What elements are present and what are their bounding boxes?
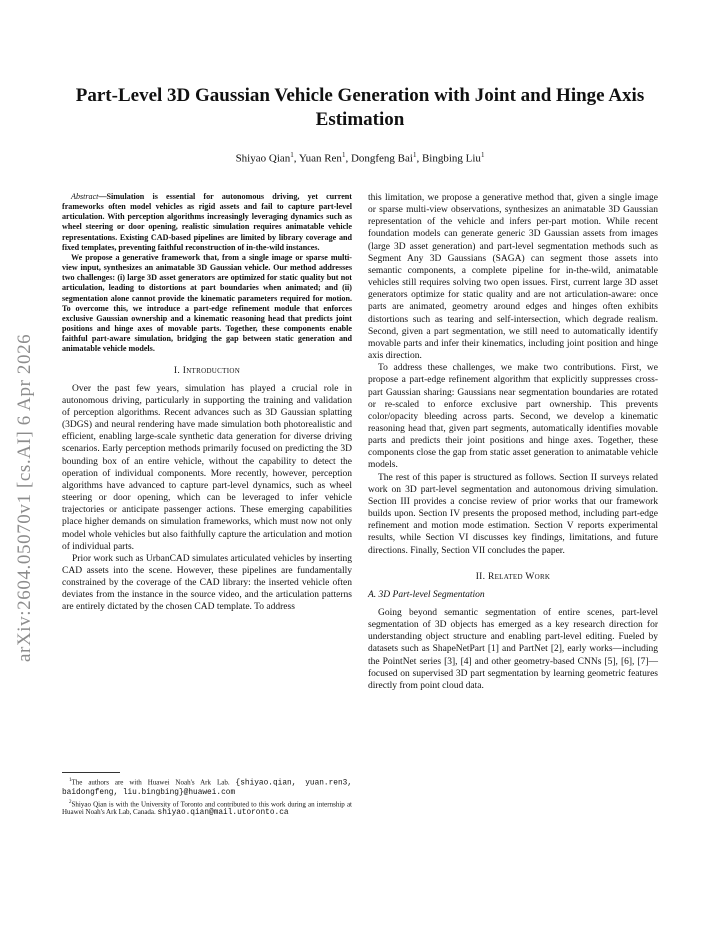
footnote-rule bbox=[62, 772, 120, 773]
author-list bbox=[60, 149, 660, 166]
abstract-text: Simulation is essential for autonomous driving, yet current frameworks often model vehicles as rigid assets and fail to capture part-level articulation. With perception algorithms increasingly leveraging dynamics such as wheel steering or door opening, realistic simulation requires animatable vehicle representations. Existing CAD-based pipelines are limited by library coverage and fixed templates, preventing faithful reconstruction of in-the-wild instances. bbox=[62, 192, 352, 252]
body-paragraph: To address these challenges, we make two contributions. First, we propose a part-edge refinement algorithm that explicitly suppresses cross-part Gaussian sharing: Gaussians near segmentation boundaries are rotated or re-scaled to enforce exclusive part ownership. This prevents color/opacity bleeding across parts. Second, we develop a kinematic reasoning head that, given part segments, automatically identifies movable parts and predicts their joint positions and hinge axes. Together, these components close the gap from static asset generation to animatable vehicle models. bbox=[368, 363, 658, 471]
paper-title: Part-Level 3D Gaussian Vehicle Generation with Joint and Hinge Axis Estimation bbox=[75, 85, 645, 130]
author-name: Yuan Ren bbox=[298, 152, 342, 165]
author-affiliation-mark: 1 bbox=[341, 151, 346, 159]
section-heading: II. Related Work bbox=[475, 571, 551, 582]
author-separator: , bbox=[416, 152, 422, 165]
right-column bbox=[368, 192, 658, 692]
footnote-email[interactable]: {shiyao.qian, yuan.ren3, baidongfeng, liu.bingbing}@huawei.com bbox=[62, 779, 353, 797]
body-paragraph: this limitation, we propose a generative method that, given a single image or sparse multi-view observations, synthesizes an animatable 3D Gaussian representation of the vehicle and infers per-part motion. While recent foundation models can generate generic 3D Gaussian assets from images (large 3D asset generation) and part-level segmentation methods such as Segment Any 3D Gaussians (SAGA) can segment those assets into semantic components, a complete pipeline for in-the-wild, animatable vehicles still requires solving two open issues. First, current large 3D asset generators optimize for static quality and are not articulation-aware: once parts are animated, geometry around edges and hinges often exhibits distortions such as tearing and self-intersection, which degrade realism. Second, given a part segmentation, we still need to automatically identify movable parts and infer their kinematics, including joint position and hinge axis direction. bbox=[368, 193, 658, 362]
author-affiliation-mark: 1 bbox=[480, 151, 485, 159]
author-affiliation-mark: 1 bbox=[412, 151, 417, 159]
footnote-mark: 1 bbox=[69, 778, 72, 783]
subsection-heading: A. 3D Part-level Segmentation bbox=[368, 589, 485, 600]
abstract-paragraph: We propose a generative framework that, from a single image or sparse multi-view input, synthesizes an animatable 3D Gaussian vehicle. Our method addresses two challenges: (i) large 3D asset generators are optimized for static quality but not articulation, leading to distortions at part boundaries when animated; and (ii) segmentation alone cannot provide the kinematic parameters required for motion. To overcome this, we introduce a part-edge refinement module that enforces exclusive Gaussian ownership and a kinematic reasoning head that predicts joint positions and hinge axes of movable parts. Together, these components enable faithful part-aware simulation, bridging the gap between static generation and animatable vehicle models. bbox=[62, 252, 352, 354]
footnote bbox=[62, 777, 352, 798]
body-paragraph: Going beyond semantic segmentation of entire scenes, part-level segmentation of 3D objects has emerged as a key research direction for understanding object structure and enabling part-level editing. Fueled by datasets such as ShapeNetPart [1] and PartNet [2], early works—including the PointNet series [3], [4] and other geometry-based CNNs [5], [6], [7]—focused on supervised 3D part segmentation by learning geometric features directly from point cloud data. bbox=[368, 608, 658, 691]
left-column bbox=[62, 192, 352, 614]
footnote-mark: 2 bbox=[69, 799, 72, 805]
body-paragraph: The rest of this paper is structured as follows. Section II surveys related work on 3D part-level segmentation and autonomous driving simulation. Section III provides a concise review of prior works that our framework builds upon. Section IV presents the proposed method, including part-edge refinement and motion mode estimation. Section V reports experimental results, while Section VI discusses key findings, limitations, and future directions. Finally, Section VII concludes the paper. bbox=[368, 472, 658, 556]
author-affiliation-mark: 1 bbox=[290, 151, 294, 159]
footnote-text: The authors are with Huawei Noah's Ark Lab. bbox=[71, 778, 230, 787]
section-heading: I. Introduction bbox=[173, 365, 241, 376]
abstract-dash: — bbox=[98, 192, 107, 201]
body-paragraph: Over the past few years, simulation has played a crucial role in autonomous driving, particularly in supporting the training and validation of perception algorithms. Recent advances such as 3D Gaussian splatting (3DGS) and neural rendering have made simulation both photorealistic and efficient, enabling large-scale synthetic data generation for diverse driving scenarios. Early perception methods primarily focused on predicting the 3D bounding box of an entire vehicle, without the capability to detect the operation of individual components. More recently, however, perception algorithms have advanced to capture part-level dynamics, such as wheel steering or door opening, which can be leveraged to infer vehicle trajectories or anticipate passenger actions. These emerging capabilities place higher demands on simulation frameworks, which must now not only model whole vehicles but also faithfully capture the articulation and motion of individual parts. bbox=[62, 383, 352, 552]
body-paragraph: Prior work such as UrbanCAD simulates articulated vehicles by inserting CAD assets into the scene. However, these pipelines are fundamentally constrained by the coverage of the CAD library: the inserted vehicle often deviates from the instance in the source video, and the articulation patterns are entirely dictated by the chosen CAD template. To address bbox=[62, 553, 352, 613]
author-name: Shiyao Qian bbox=[235, 152, 291, 165]
abstract bbox=[62, 192, 352, 355]
author-separator: , bbox=[345, 152, 351, 165]
footnote bbox=[62, 799, 352, 819]
author-separator: , bbox=[293, 152, 299, 165]
abstract-label: Abstract bbox=[71, 192, 99, 201]
author-name: Bingbing Liu bbox=[421, 152, 481, 165]
footnote-email[interactable]: shiyao.qian@mail.utoronto.ca bbox=[157, 809, 289, 818]
abstract-paragraph bbox=[62, 192, 352, 253]
arxiv-identifier: arXiv:2604.05070v1 [cs.AI] 6 Apr 2026 bbox=[14, 333, 35, 662]
footnote-text: Shiyao Qian is with the University of Toronto and contributed to this work during an internship at Huawei Noah's Ark Lab, Canada. bbox=[62, 799, 352, 817]
author-name: Dongfeng Bai bbox=[350, 152, 413, 165]
footnotes bbox=[62, 772, 352, 819]
